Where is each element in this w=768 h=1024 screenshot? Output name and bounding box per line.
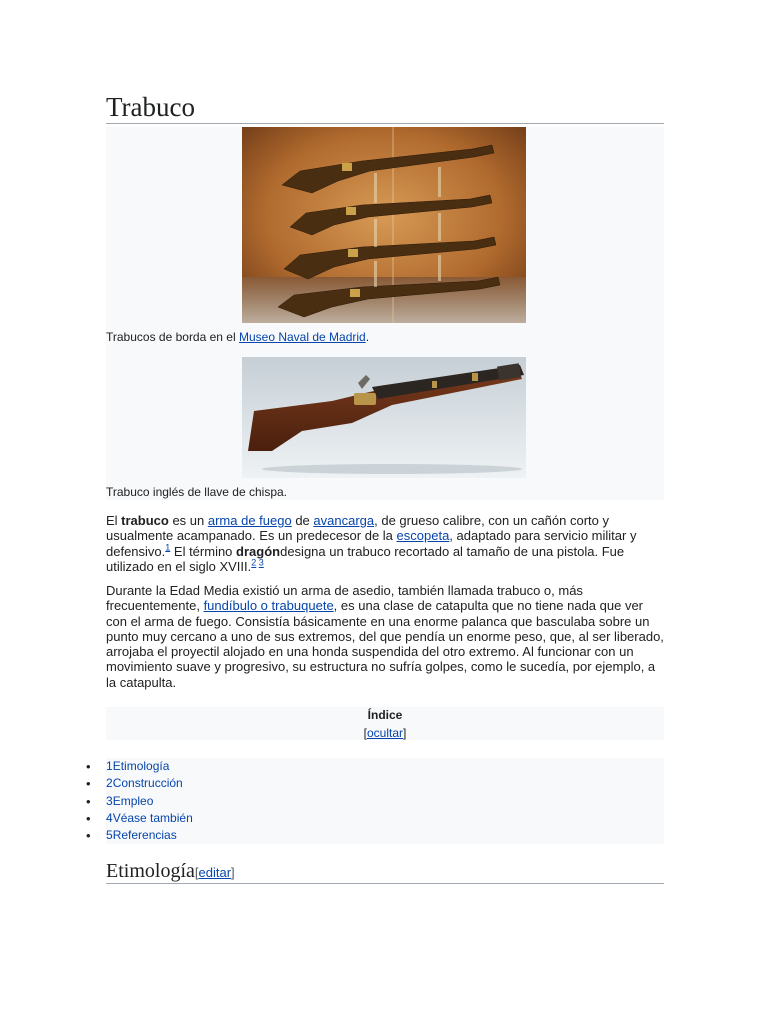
toc-item-empleo[interactable]: • 3Empleo <box>106 793 664 810</box>
fundibulo-link[interactable]: fundíbulo o trabuquete <box>203 598 334 614</box>
flintlock-image <box>242 357 526 478</box>
toc-item-etimologia[interactable]: • 1Etimología <box>106 758 664 775</box>
arma-de-fuego-link[interactable]: arma de fuego <box>207 513 292 528</box>
section-edit: [editar] <box>194 865 235 880</box>
toc-item-construccion[interactable]: • 2Construcción <box>106 775 664 792</box>
image-infobox <box>106 127 664 500</box>
toc-hide-link[interactable]: ocultar <box>366 726 404 740</box>
reference-3-link[interactable]: 3 <box>258 557 264 568</box>
image-caption-1: Trabucos de borda en el Museo Naval de Madrid. <box>106 330 370 344</box>
reference-2-link[interactable]: 2 <box>251 557 257 568</box>
toc-item-vease-tambien[interactable]: • 4Véase también <box>106 810 664 827</box>
toc-item-referencias[interactable]: • 5Referencias <box>106 827 664 844</box>
image-caption-2: Trabuco inglés de llave de chispa. <box>106 485 287 499</box>
toc-header <box>106 707 664 740</box>
intro-paragraph-2: Durante la Edad Media existió un arma de asedio, también llamada trabuco o, más frecuentemente, fundíbulo o trabuquete, es una clase de catapulta que no tiene nada que ver con el arma de fuego. Consistía básicamente en una enorme palanca que basculaba sobre un punto muy cercano a uno de sus extremos, del que pendía un enorme peso, que, al ser liberado, arrojaba el proyectil alojado en una honda suspendida del otro extremo. Al funcionar con un movimiento suave y progresivo, su estructura no sufría golpes, como le sucedía, por ejemplo, a la catapulta. <box>106 583 664 690</box>
intro-paragraph-1: El trabuco es un arma de fuego de avancarga, de grueso calibre, con un cañón corto y usualmente acampanado. Es un predecesor de la escopeta, adaptado para servicio militar y defensivo.$^1$ El término dragóndesigna un trabuco recortado al tamaño de una pistola. Fue utilizado en el siglo XVIII.$^{2 3}$ <box>106 513 637 574</box>
toc-toggle: [ocultar] <box>363 726 407 740</box>
english-flintlock-blunderbuss-photo[interactable] <box>242 357 526 478</box>
blunderbuss-display-photo[interactable] <box>242 127 526 323</box>
avancarga-link[interactable]: avancarga <box>313 513 375 528</box>
reference-1-link[interactable]: 1 <box>165 542 171 553</box>
page-title: Trabuco <box>106 90 664 124</box>
museo-naval-link[interactable]: Museo Naval de Madrid <box>238 330 366 344</box>
section-heading-etimologia: Etimología[editar] <box>106 858 664 884</box>
toc-list <box>106 758 664 844</box>
term-dragon: dragón <box>236 543 281 559</box>
term-trabuco: trabuco <box>121 513 169 528</box>
edit-section-link[interactable]: editar <box>198 865 232 880</box>
museum-display-image <box>242 127 526 323</box>
toc-title: Índice <box>367 708 403 722</box>
escopeta-link[interactable]: escopeta <box>396 528 450 544</box>
